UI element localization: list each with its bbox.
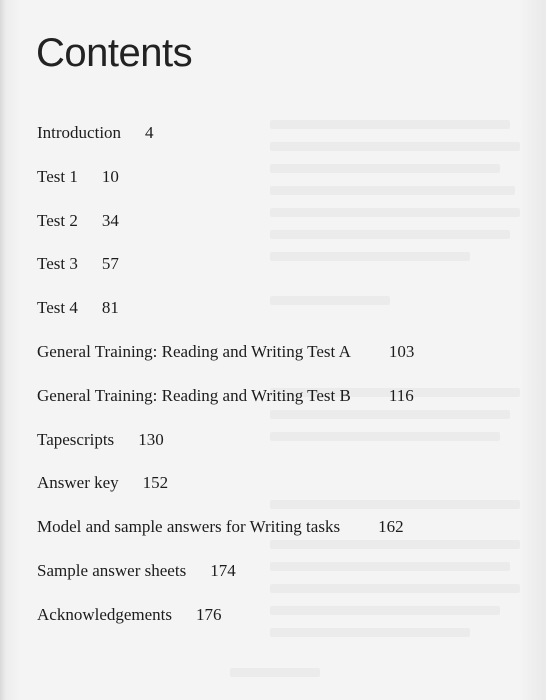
toc-entry-model-answers [37,511,414,555]
toc-entry-title: Answer key [37,473,119,493]
toc-entry-title: Sample answer sheets [37,560,187,580]
toc-entry-page: 81 [101,298,119,318]
toc-entry-title: Model and sample answers for Writing tasks [37,517,341,537]
toc-entry-page: 130 [138,429,164,449]
toc-entry-title: Tapescripts [37,429,115,449]
toc-entry-page: 103 [388,341,415,361]
toc-entry-test-2 [37,205,414,249]
table-of-contents [37,117,414,643]
toc-entry-introduction [37,117,414,161]
toc-entry-page: 152 [142,473,169,493]
toc-entry-answer-key [37,467,414,511]
toc-entry-title: Test 4 [37,298,78,318]
toc-entry-title: Test 2 [37,210,78,230]
toc-entry-title: Acknowledgements [37,604,173,624]
toc-entry-page: 174 [210,560,236,580]
toc-entry-page: 10 [101,166,119,186]
toc-entry-general-training-test-a [37,336,414,380]
toc-entry-title: Test 3 [37,254,78,274]
toc-entry-test-3 [37,248,414,292]
toc-entry-page: 34 [101,210,119,230]
page-title: Contents [36,31,193,75]
toc-entry-sample-answer-sheets [37,555,414,599]
toc-entry-page: 57 [101,254,119,274]
toc-entry-general-training-test-b [37,380,414,424]
toc-entry-title: Test 1 [37,166,78,186]
bleed-through-line [230,668,320,677]
toc-entry-page: 176 [196,604,222,624]
toc-entry-tapescripts [37,424,414,468]
toc-entry-page: 4 [145,123,154,142]
toc-entry-title: Introduction [37,123,122,142]
toc-entry-page: 116 [388,385,414,405]
toc-entry-test-1 [37,161,414,205]
toc-entry-page: 162 [378,517,404,537]
toc-entry-test-4 [37,292,414,336]
toc-entry-title: General Training: Reading and Writing Test A [37,341,351,361]
toc-entry-acknowledgements [37,599,414,643]
toc-entry-title: General Training: Reading and Writing Test B [37,385,351,405]
